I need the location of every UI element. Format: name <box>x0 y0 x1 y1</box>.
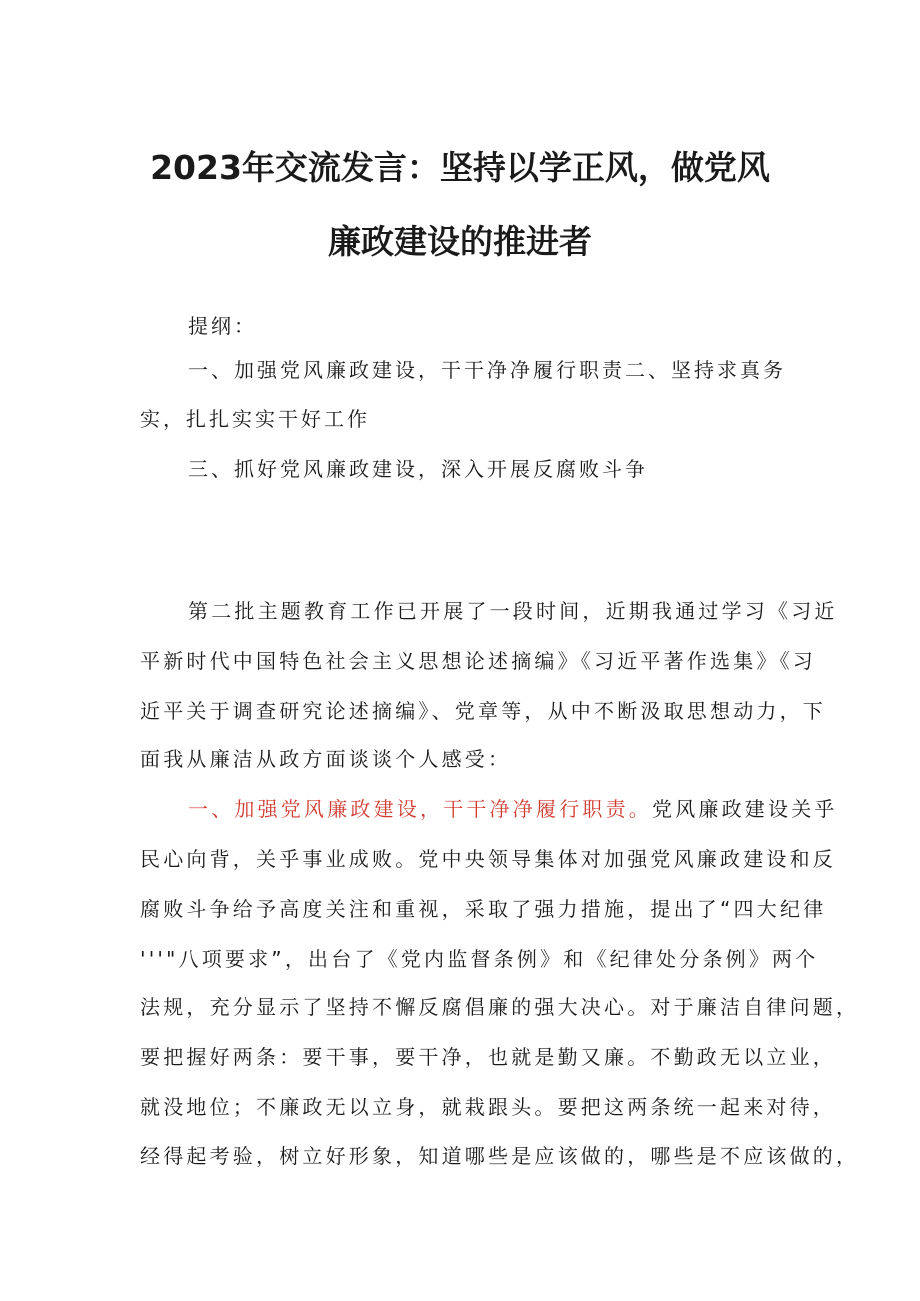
paragraph-2-line: 经得起考验，树立好形象，知道哪些是应该做的，哪些是不应该做的， <box>140 1144 860 1168</box>
outline-item-3: 三、抓好党风廉政建设，深入开展反腐败斗争 <box>188 457 648 481</box>
paragraph-1-line: 第二批主题教育工作已开展了一段时间，近期我通过学习《习近 <box>188 599 838 623</box>
title-line-1: 2023年交流发言：坚持以学正风，做党风 <box>150 148 770 187</box>
paragraph-2-first-line <box>188 795 838 823</box>
paragraph-2-line: '''"八项要求”，出台了《党内监督条例》和《纪律处分条例》两个 <box>140 947 819 971</box>
outline-item-1: 一、加强党风廉政建设，干干净净履行职责二、坚持求真务 <box>188 358 786 382</box>
paragraph-2-line: 要把握好两条：要干事，要干净，也就是勤又廉。不勤政无以立业， <box>140 1045 836 1069</box>
section-heading-red: 一、加强党风廉政建设，干干净净履行职责。 <box>188 797 652 821</box>
paragraph-1-line: 近平关于调查研究论述摘编》、党章等，从中不断汲取思想动力，下 <box>140 699 826 723</box>
paragraph-1-line: 面我从廉洁从政方面谈谈个人感受： <box>140 747 512 771</box>
paragraph-2-line: 就没地位；不廉政无以立身，就栽跟头。要把这两条统一起来对待， <box>140 1095 836 1119</box>
paragraph-1-line: 平新时代中国特色社会主义思想论述摘编》《习近平著作选集》《习 <box>140 649 816 673</box>
outline-item-1-continued: 实，扎扎实实干好工作 <box>140 407 370 431</box>
paragraph-2-line: 法规，充分显示了坚持不懈反腐倡廉的强大决心。对于廉洁自律问题， <box>140 995 860 1019</box>
outline-heading: 提纲： <box>188 314 257 338</box>
paragraph-2-first-rest: 党风廉政建设关乎 <box>652 797 838 821</box>
paragraph-2-line: 民心向背，关乎事业成败。党中央领导集体对加强党风廉政建设和反 <box>140 847 836 871</box>
title-line-2: 廉政建设的推进者 <box>328 222 592 261</box>
paragraph-2-line: 腐败斗争给予高度关注和重视，采取了强力措施，提出了“四大纪律 <box>140 897 827 921</box>
